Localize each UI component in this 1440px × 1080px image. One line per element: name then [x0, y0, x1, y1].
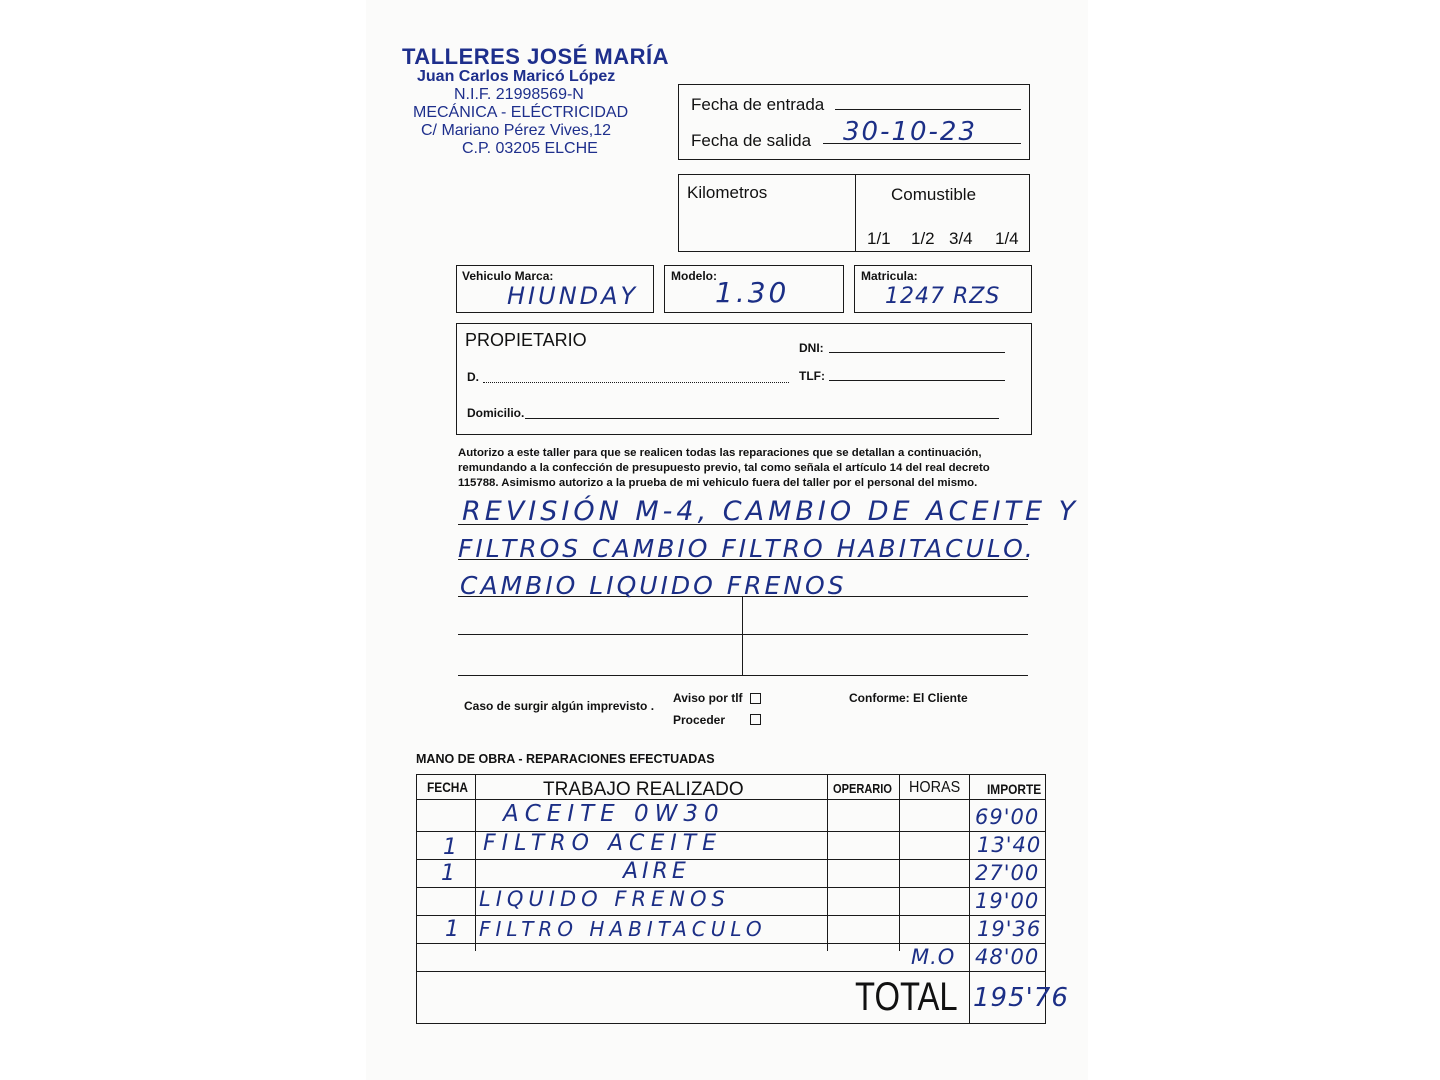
col-header-horas: HORAS [909, 779, 961, 796]
row-line-4 [417, 915, 1045, 916]
labor-row-5-importe: 19'36 [977, 917, 1042, 941]
owner-phone-line [829, 380, 1005, 381]
vehicle-model-label: Modelo: [671, 269, 717, 283]
labor-row-2-trabajo: FILTRO ACEITE [483, 831, 723, 856]
exit-date-label: Fecha de salida [691, 131, 812, 150]
labor-row-3-fecha: 1 [441, 861, 458, 886]
vehicle-plate-box [854, 265, 1032, 313]
work-line-4 [458, 634, 1028, 635]
row-line-6 [417, 971, 1045, 972]
owner-title: PROPIETARIO [465, 330, 587, 350]
total-value: 195'76 [973, 983, 1069, 1013]
total-label: TOTAL [855, 975, 958, 1019]
fuel-level-3: 3/4 [949, 229, 973, 248]
vehicle-brand-value: HIUNDAY [507, 282, 639, 310]
company-postcode: C.P. 03205 ELCHE [462, 140, 598, 157]
fuel-level-1: 1/1 [867, 229, 891, 248]
labor-row-1-trabajo: ACEITE 0W30 [503, 801, 725, 827]
vehicle-brand-label: Vehiculo Marca: [462, 269, 554, 283]
company-owner: Juan Carlos Maricó López [417, 68, 616, 85]
authorization-text [458, 446, 1058, 491]
owner-name-line [483, 382, 789, 383]
work-line-5 [458, 675, 1028, 676]
labor-row-4-trabajo: LIQUIDO FRENOS [479, 887, 730, 911]
row-line-5 [417, 943, 1045, 944]
owner-name-label: D. [467, 370, 479, 384]
owner-address-label: Domicilio. [467, 406, 525, 420]
col-header-fecha: FECHA [427, 779, 468, 795]
work-order-sheet [366, 0, 1088, 1080]
proceed-label: Proceder [673, 713, 726, 727]
col-div-4 [969, 775, 970, 1023]
client-agreement-label: Conforme: El Cliente [849, 691, 968, 705]
owner-dni-line [829, 352, 1005, 353]
km-fuel-divider [855, 175, 856, 251]
labor-row-6-horas: M.O [911, 945, 956, 969]
notify-by-phone-checkbox[interactable] [750, 693, 761, 704]
fuel-level-4: 1/4 [995, 229, 1019, 248]
labor-row-2-fecha: 1 [443, 835, 460, 860]
authorization-line-3: 115788. Asimismo autorizo a la prueba de mi vehiculo fuera del taller por el personal del mismo. [458, 477, 978, 489]
col-div-1 [475, 775, 476, 951]
company-trade: MECÁNICA - ELÉCTRICIDAD [413, 104, 629, 121]
vehicle-model-value: 1.30 [715, 276, 790, 309]
entry-date-label: Fecha de entrada [691, 95, 825, 114]
labor-row-2-importe: 13'40 [977, 833, 1042, 857]
vehicle-brand-box [456, 265, 654, 313]
col-header-operario: OPERARIO [833, 781, 892, 796]
vehicle-plate-value: 1247 RZS [885, 284, 1001, 309]
work-lines-divider [742, 596, 743, 676]
owner-box [456, 323, 1032, 435]
vehicle-model-box [664, 265, 844, 313]
work-description-2: FILTROS CAMBIO FILTRO HABITACULO. [458, 534, 1036, 563]
company-name: TALLERES JOSÉ MARÍA [402, 44, 670, 69]
proceed-checkbox[interactable] [750, 714, 761, 725]
work-description-3: CAMBIO LIQUIDO FRENOS [460, 571, 847, 600]
exit-date-value: 30-10-23 [843, 117, 978, 147]
row-line-2 [417, 859, 1045, 860]
notify-by-phone-label: Aviso por tlf [673, 691, 743, 705]
fuel-label: Comustible [891, 185, 977, 204]
company-address: C/ Mariano Pérez Vives,12 [421, 122, 612, 139]
authorization-line-1: Autorizo a este taller para que se realicen todas las reparaciones que se detallan a continuación, [458, 447, 982, 459]
labor-section-title: MANO DE OBRA - REPARACIONES EFECTUADAS [416, 752, 715, 766]
labor-row-6-importe: 48'00 [975, 945, 1040, 969]
company-nif: N.I.F. 21998569-N [454, 86, 584, 103]
unforeseen-label: Caso de surgir algún imprevisto . [464, 699, 655, 713]
col-div-3 [899, 775, 900, 951]
owner-dni-label: DNI: [799, 341, 824, 355]
labor-table [416, 774, 1069, 1024]
labor-row-5-fecha: 1 [445, 917, 462, 942]
dates-box [678, 84, 1030, 160]
col-div-2 [827, 775, 828, 951]
owner-phone-label: TLF: [799, 369, 825, 383]
labor-row-4-importe: 19'00 [975, 889, 1040, 913]
labor-row-3-importe: 27'00 [975, 861, 1040, 885]
col-header-trabajo: TRABAJO REALIZADO [543, 779, 744, 800]
entry-date-line [835, 109, 1021, 110]
fuel-level-2: 1/2 [911, 229, 935, 248]
col-header-importe: IMPORTE [987, 781, 1042, 797]
vehicle-plate-label: Matricula: [861, 269, 918, 283]
km-label: Kilometros [687, 183, 768, 202]
owner-address-line [525, 418, 999, 419]
authorization-line-2: remundando a la confección de presupuesto previo, tal como señala el artículo 14 del real decreto [458, 462, 990, 474]
labor-row-1-importe: 69'00 [975, 805, 1040, 829]
work-description-1: REVISIÓN M-4, CAMBIO DE ACEITE Y [462, 496, 1080, 527]
labor-row-5-trabajo: FILTRO HABITACULO [479, 917, 767, 941]
labor-row-3-trabajo: AIRE [623, 859, 690, 884]
km-fuel-box [678, 174, 1030, 252]
